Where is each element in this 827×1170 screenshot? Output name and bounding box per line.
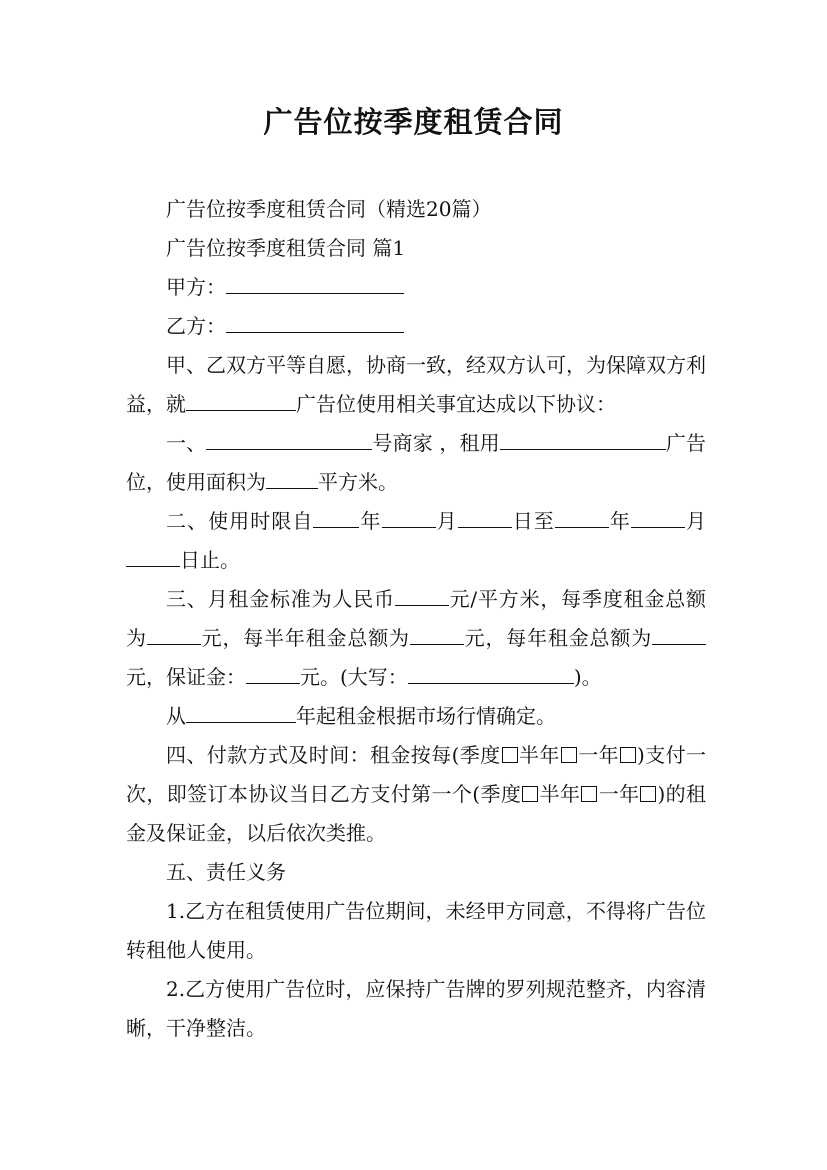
area-blank[interactable] — [266, 466, 318, 489]
party-a-line — [126, 268, 706, 307]
clause-2-end: 日止。 — [180, 548, 240, 572]
clause-3 — [126, 580, 706, 697]
first-one-year-checkbox[interactable] — [640, 786, 656, 802]
item-blank[interactable] — [186, 388, 296, 411]
adjust-year-blank[interactable] — [186, 700, 296, 723]
clause-4-half-year: 半年 — [518, 743, 560, 767]
end-month-blank[interactable] — [631, 505, 685, 528]
clause-1-text-2: 广告位，使用面积为 — [126, 431, 707, 494]
clause-3-text-2: 元，每半年租金总额为 — [200, 626, 410, 650]
clause-2 — [126, 502, 706, 580]
clause-4-one-year-2: 一年 — [598, 782, 640, 806]
half-year-checkbox[interactable] — [561, 747, 577, 763]
clause-5-item-2: 2.乙方使用广告位时，应保持广告牌的罗列规范整齐，内容清晰，干净整洁。 — [126, 977, 706, 1040]
deposit-words-blank[interactable] — [408, 661, 574, 684]
clause-4-text-1: 四、付款方式及时间：租金按每(季度 — [166, 743, 501, 767]
document-title: 广告位按季度租赁合同 — [263, 105, 564, 139]
clause-3-text-6: )。 — [573, 665, 602, 689]
first-half-year-checkbox[interactable] — [581, 786, 597, 802]
clause-3-extra — [126, 697, 706, 736]
clause-2-day-to: 日至 — [511, 509, 555, 533]
clause-2-label: 二、使用时限自 — [166, 509, 314, 533]
clause-1-text-1: 号商家 ，租用 — [372, 431, 500, 455]
start-day-blank[interactable] — [458, 505, 512, 528]
clause-3-text-5: 元。(大写： — [300, 665, 408, 689]
start-month-blank[interactable] — [382, 505, 436, 528]
party-b-blank[interactable] — [226, 310, 404, 333]
clause-1-text-3: 平方米。 — [318, 470, 398, 494]
clause-3-extra-label: 从 — [166, 704, 186, 728]
intro-line: 广告位按季度租赁合同（精选20篇） — [166, 197, 492, 221]
start-year-blank[interactable] — [313, 505, 359, 528]
document-body — [126, 190, 706, 1048]
end-day-blank[interactable] — [126, 544, 180, 567]
half-year-total-blank[interactable] — [410, 622, 464, 645]
party-b-line — [126, 307, 706, 346]
monthly-rent-blank[interactable] — [395, 583, 449, 606]
clause-3-text-1: 元/平方米，每季度租金总额为 — [126, 587, 706, 650]
first-quarter-checkbox[interactable] — [522, 786, 538, 802]
clause-1-label: 一、 — [166, 431, 207, 455]
clause-3-text-4: 元，保证金： — [126, 665, 246, 689]
clause-2-year: 年 — [359, 509, 382, 533]
agreement-text-1: 甲、乙双方平等自愿，协商一致，经双方认可，为保障双方利益，就 — [126, 353, 706, 416]
merchant-blank[interactable] — [206, 427, 372, 450]
clause-4-half-year-2: 半年 — [539, 782, 581, 806]
party-a-blank[interactable] — [226, 271, 404, 294]
section-heading: 广告位按季度租赁合同 篇1 — [166, 236, 406, 260]
agreement-text-2: 广告位使用相关事宜达成以下协议： — [296, 392, 616, 416]
clause-1 — [126, 424, 706, 502]
clause-2-month-2: 月 — [684, 509, 707, 533]
agreement-paragraph — [126, 346, 706, 424]
clause-2-year-2: 年 — [608, 509, 631, 533]
end-year-blank[interactable] — [555, 505, 609, 528]
clause-5-heading: 五、责任义务 — [166, 860, 286, 884]
clause-3-text-3: 元，每年租金总额为 — [463, 626, 653, 650]
quarter-checkbox[interactable] — [502, 747, 518, 763]
clause-4-text-3: )的租金及保证金，以后依次类推。 — [126, 782, 707, 845]
party-a-label: 甲方： — [166, 275, 226, 299]
clause-4-one-year: 一年 — [577, 743, 619, 767]
clause-3-label: 三、月租金标准为人民币 — [166, 587, 395, 611]
clause-5-item-1: 1.乙方在租赁使用广告位期间，未经甲方同意，不得将广告位转租他人使用。 — [126, 899, 706, 962]
party-b-label: 乙方： — [166, 314, 226, 338]
quarterly-total-blank[interactable] — [147, 622, 201, 645]
clause-2-month: 月 — [435, 509, 458, 533]
annual-total-blank[interactable] — [652, 622, 706, 645]
clause-3-extra-text: 年起租金根据市场行情确定。 — [296, 704, 556, 728]
one-year-checkbox[interactable] — [620, 747, 636, 763]
ad-position-blank[interactable] — [500, 427, 666, 450]
deposit-blank[interactable] — [246, 661, 300, 684]
clause-4 — [126, 736, 706, 853]
clause-4-text-2: )支付一次，即签订本协议当日乙方支付第一个(季度 — [126, 743, 706, 806]
